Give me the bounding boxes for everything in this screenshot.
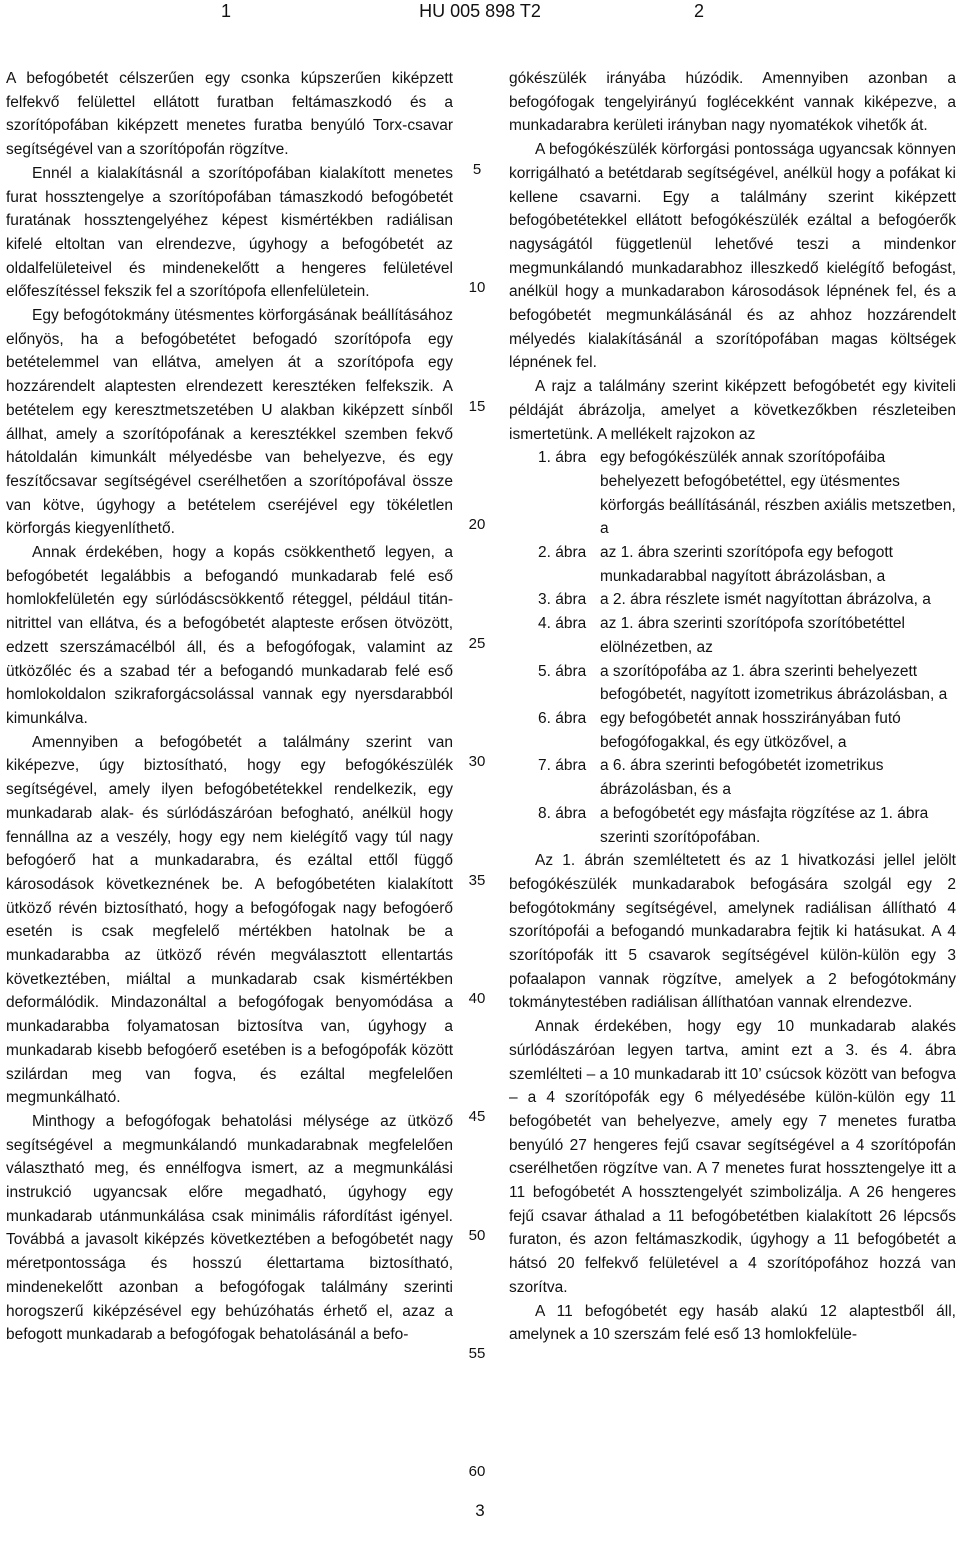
paragraph: Minthogy a befogófogak behatolási mélysége az ütköző segítségével a megmunkálandó munkadarabnak megfelelően választható meg, és ennélfogva ismert, az a megmunkálási instrukció ugyancsak előre megadható, úgyhogy egy munkadarab utánmunkálása csak minimális ráfordítást igényel. Továbbá a javasolt kiképzés következtében a befogóbetét nagy méretpontossága és hosszú élettartama biztosítható, mindenekelőtt azonban a befogófogak találmány szerinti horogszerű kiképzésével egy behúzóhatás érhető el, azaz a befogott munkadarab a befogófogak behatolásánál a befo- — [6, 1112, 453, 1344]
line-number: 35 — [468, 872, 486, 889]
figure-number: 2. ábra — [538, 544, 587, 562]
line-number: 15 — [468, 398, 486, 415]
paragraph: Az 1. ábrán szemléltetett és az 1 hivatkozási jellel jelölt befogókészülék munkadarabok befogására szolgál egy 2 befogótokmány segítségével, amelynek radiálisan állítható 4 szorítópofái a befogandó munkadarabra fejtik ki hatásukat. A 4 szorítópofák itt 5 csavarok segítségével külön-külön egy 3 pofaalapon vannak rögzítve, amelyek a 2 befogótokmány tokmánytestében radiálisan állíthatóan vannak elrendezve. — [509, 852, 956, 1012]
line-number: 50 — [468, 1227, 486, 1244]
line-number: 40 — [468, 990, 486, 1007]
figure-list-item — [509, 446, 956, 541]
paragraph: Annak érdekében, hogy egy 10 munkadarab alakés súrlódászáróan legyen tartva, amint ezt a 3. és 4. ábra szemlélteti – a 10 munkadarab itt 10’ csúcsok között van befogva – a 4 szorítópofák egy 6 mélyedésébe külön-külön egy 11 befogóbetét van behelyezve, amely egy 7 menetes furatba benyúló 27 hengeres fejű csavar segítségével a 4 szorítópofán cserélhetően rögzítve van. A 7 menetes furat hossztengelye itt a 11 befogóbetét A hossztengelyét szimbolizálja. A 26 hengeres fejű csavar áthalad a 11 befogóbetétben kialakított 26 lépcsős furaton, és azon feltámaszkodik, úgyhogy a 11 befogóbetét a hátsó 20 felfekvő felületével a 4 szorítópofához hozzá van szorítva. — [509, 1018, 956, 1296]
figure-description: egy befogóbetét annak hosszirányában futó befogófogakkal, és egy ütközővel, a — [600, 709, 901, 751]
figure-number: 7. ábra — [538, 757, 587, 775]
figure-list-item — [509, 660, 956, 707]
figure-list-item — [509, 588, 956, 612]
paragraph: Annak érdekében, hogy a kopás csökkenthető legyen, a befogóbetét legalábbis a befogandó munkadarab felé eső homlokfelületén egy súrlódáscsökkentő réteggel, például titán-nitrittel van ellátva, és a befogóbetét alapteste erősen ötvözött, edzett szerszámacélból áll, és a befogófogak, valamint az ütközőléc és a szabad tér a befogandó munkadarab felé eső homlokoldalon szikraforgácsolással vannak egy nyersdarabból kimunkálva. — [6, 544, 453, 727]
figure-description: a szorítópofába az 1. ábra szerinti behelyezett befogóbetét, nagyított izometrikus ábrázolásban, a — [600, 662, 948, 704]
header-right-page-number: 2 — [694, 1, 705, 21]
figure-number: 3. ábra — [538, 591, 587, 609]
figure-list-item — [509, 541, 956, 588]
figure-list-item — [509, 612, 956, 659]
line-number: 30 — [468, 753, 486, 770]
figure-number: 8. ábra — [538, 804, 587, 822]
figure-description: a befogóbetét egy másfajta rögzítése az 1. ábra szerinti szorítópofában. — [600, 804, 929, 846]
figure-description: egy befogókészülék annak szorítópofáiba behelyezett befogóbetéttel, egy ütésmentes körforgás beállításánál, részben axiális metszetben, a — [600, 449, 956, 538]
figure-description: a 6. ábra szerinti befogóbetét izometrikus ábrázolásban, és a — [600, 757, 884, 799]
paragraph: A rajz a találmány szerint kiképzett befogóbetét egy kiviteli példáját ábrázolja, amelyet a következőkben részleteiben ismertetünk. A mellékelt rajzokon az — [509, 378, 956, 443]
figure-number: 5. ábra — [538, 662, 587, 680]
figure-description: a 2. ábra részlete ismét nagyítottan ábrázolva, a — [600, 591, 931, 609]
figure-number: 4. ábra — [538, 615, 587, 633]
header-document-id: HU 005 898 T2 — [419, 1, 541, 21]
footer-page-number: 3 — [475, 1501, 485, 1520]
header-left-page-number: 1 — [221, 1, 232, 21]
paragraph: A 11 befogóbetét egy hasáb alakú 12 alaptestből áll, amelynek a 10 szerszám felé eső 13 homlokfelüle- — [509, 1302, 956, 1344]
left-column — [6, 67, 453, 1347]
figure-number: 6. ábra — [538, 709, 587, 727]
paragraph: Egy befogótokmány ütésmentes körforgásának beállításához előnyös, ha a befogóbetétet befogadó szorítópofa egy betételemmel van ellátva, amelyen át a szorítópofa egy hozzárendelt alaptesten elrendezett keresztéken felfekszik. A betételem egy keresztmetszetében U alakban kiképzett sínből állhat, amely a szorítópofának a keresztékkel szemben fekvő hátoldalán kimunkált mélyedésbe van behelyezve, és egy feszítőcsavar segítségével cserélhetően a szorítópofával össze van kötve, úgyhogy a betételem cseréjével egy tökéletlen körforgás kiegyenlíthető. — [6, 307, 453, 538]
paragraph: gókészülék irányába húzódik. Amennyiben azonban a befogófogak tengelyirányú foglécekként vannak kiképezve, a munkadarabra kerületi irányban nagy nyomatékok vihetők át. — [509, 70, 956, 135]
paragraph: Ennél a kialakításnál a szorítópofában kialakított menetes furat hossztengelye a szorítópofában támaszkodó befogóbetét furatának hossztengelyéhez képest kismértékben radiálisan kifelé eltoltan van elrendezve, úgyhogy a befogóbetét az oldalfelületeivel és mindenekelőtt a hengeres felületével előfeszítéssel fekszik fel a szorítópofa ellenfelületein. — [6, 164, 453, 301]
figure-description: az 1. ábra szerinti szorítópofa egy befogott munkadarabbal nagyított ábrázolásban, a — [600, 544, 893, 585]
figure-list-item — [509, 802, 956, 849]
figure-list-item — [509, 754, 956, 801]
line-number: 20 — [468, 516, 486, 533]
line-number: 60 — [468, 1463, 486, 1480]
figure-list-item — [509, 707, 956, 754]
line-number: 55 — [468, 1345, 486, 1362]
line-number: 5 — [472, 161, 482, 178]
figure-description: az 1. ábra szerinti szorítópofa szorítóbetéttel elölnézetben, az — [600, 615, 905, 656]
figure-list — [509, 446, 956, 849]
line-number: 25 — [468, 635, 486, 652]
right-column — [509, 67, 956, 1347]
line-number: 10 — [468, 279, 486, 296]
figure-number: 1. ábra — [538, 449, 587, 467]
paragraph: A befogókészülék körforgási pontossága ugyancsak könnyen korrigálható a betétdarab segítségével, anélkül hogy a pofákat ki kellene csavarni. Egy a találmány szerint kiképzett befogóbetétekkel ellátott befogókészülék ezáltal a befogóerők nagyságától függetlenül lehetővé teszi a mindenkor megmunkálandó munkadarabhoz illeszkedő kielégítő befogást, anélkül hogy a munkadarabon károsodások lépnének fel, és a befogóbetét megmunkálásánál és az ahhoz hozzárendelt mélyedés kialakításánál a szorítópofában magas költségek lépnének fel. — [509, 141, 956, 372]
paragraph: A befogóbetét célszerűen egy csonka kúpszerűen kiképzett felfekvő felülettel ellátott furatban feltámaszkodó és a szorítópofában kiképzett menetes furatba benyúló Torx-csavar segítségével van a szorítópofán rögzítve. — [6, 70, 453, 159]
paragraph: Amennyiben a befogóbetét a találmány szerint van kiképezve, úgy biztosítható, hogy egy befogókészülék segítségével, amely ilyen befogóbetétekkel rendelkezik, egy munkadarab alak- és súrlódászáróan befogható, anélkül hogy fennállna az a veszély, hogy egy nem kielégítő vagy túl nagy befogóerő hat a munkadarabra, és ezáltal ettől függő károsodások következnének be. A befogóbetéten kialakított ütköző révén biztosítható, hogy a befogófogak nagy befogóerő esetén is csak megfelelő mértékben hatolnak be a munkadarabba az ütköző révén megválasztott ellentartás következtében, miáltal a munkadarab csak kismértékben deformálódik. Mindazonáltal a befogófogak benyomódása a munkadarabba folyamatosan biztosítva van, úgyhogy a munkadarab kisebb befogóerő esetében is a befogópofák között szilárdan meg van fogva, és ezáltal megfelelően megmunkálható. — [6, 733, 453, 1107]
line-number: 45 — [468, 1108, 486, 1125]
